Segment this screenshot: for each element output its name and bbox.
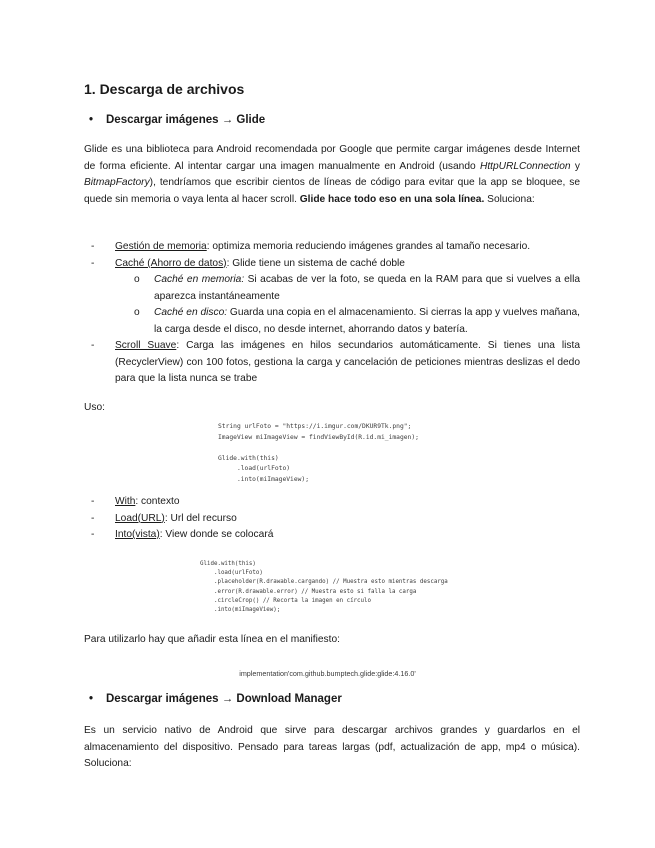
- feature-name: Caché (Ahorro de datos): [115, 257, 227, 269]
- feature-text: : optimiza memoria reduciendo imágenes grandes al tamaño necesario.: [206, 241, 531, 252]
- dependency-line: implementation'com.github.bumptech.glide:glide:4.16.0': [239, 669, 416, 678]
- list-item: [91, 256, 580, 339]
- heading-bullet: •: [89, 114, 94, 126]
- heading-bullet: •: [89, 693, 94, 705]
- glide-heading-text: Descargar imágenes → Glide: [106, 114, 266, 126]
- code-snippet-advanced: Glide.with(this) .load(urlFoto) .placeholder(R.drawable.cargando) // Muestra esto mientras descarga .error(R.drawable.error) // Muestra esto si falla la carga .circleCrop() // Recorta la imagen en círculo .into(miImageView);: [200, 561, 448, 614]
- method-name: Into(vista): [115, 529, 160, 540]
- sublist-bullet: o: [134, 274, 140, 285]
- method-name: With: [115, 496, 136, 507]
- method-text: : contexto: [135, 496, 180, 507]
- list-dash: -: [91, 241, 95, 252]
- list-item: [91, 239, 580, 256]
- feature-text: : Glide tiene un sistema de caché doble: [226, 257, 405, 269]
- feature-name: Gestión de memoria: [115, 241, 207, 252]
- method-name: Load(URL): [115, 512, 165, 524]
- subfeature-name: Caché en memoria:: [154, 274, 245, 285]
- glide-features-list: [91, 239, 580, 388]
- intro-class-name: HttpURLConnection: [479, 160, 571, 172]
- list-dash: -: [91, 340, 95, 351]
- subfeature-text: Guarda una copia en el almacenamiento. Si cierras la app y vuelves mañana, la carga desde el disco, no desde internet, ahorrando datos y batería.: [154, 307, 580, 335]
- manifest-paragraph: Para utilizarlo hay que añadir esta línea en el manifiesto:: [84, 634, 340, 645]
- intro-class-name: BitmapFactory: [84, 177, 150, 188]
- feature-text: : Carga las imágenes en hilos secundarios automáticamente. Si tienes una lista (RecyclerView) con 100 fotos, gestiona la carga y cancelación de peticiones mientras deslizas el dedo para que la lista nunca se trabe: [115, 340, 580, 384]
- subfeature-text: Si acabas de ver la foto, se queda en la RAM para que si vuelves a ella aparezca instantáneamente: [154, 274, 580, 302]
- glide-intro-paragraph: [84, 142, 580, 208]
- download-manager-heading: [89, 690, 342, 708]
- glide-methods-list: [91, 494, 580, 544]
- list-item: [91, 511, 580, 528]
- uso-label: Uso:: [84, 402, 105, 413]
- list-item: [91, 527, 580, 544]
- method-text: : View donde se colocará: [159, 529, 274, 540]
- list-item: [91, 494, 580, 511]
- intro-text: ), tendríamos que escribir cientos de líneas de código para evitar que la app se bloquee, se quede sin memoria o vaya lenta al hacer scroll.: [84, 177, 580, 205]
- sublist-item: [115, 272, 580, 305]
- list-dash: -: [91, 257, 95, 269]
- download-manager-intro: Es un servicio nativo de Android que sirve para descargar archivos grandes y guardarlos en el almacenamiento del dispositivo. Pensado para tareas largas (pdf, actualización de app, mp4 o música). Soluciona:: [84, 725, 580, 769]
- cache-sublist: [115, 272, 580, 338]
- feature-name: Scroll Suave: [115, 340, 177, 351]
- intro-text: Glide es una biblioteca para Android recomendada por Google que permite cargar imágenes desde Internet de forma eficiente. Al intentar cargar una imagen manualmente en Android (usando: [84, 144, 580, 172]
- sublist-item: [115, 305, 580, 338]
- intro-text: Soluciona:: [484, 193, 535, 205]
- section-title: 1. Descarga de archivos: [84, 81, 245, 97]
- list-dash: -: [91, 496, 95, 507]
- code-snippet-basic: String urlFoto = "https://i.imgur.com/DKUR9Tk.png"; ImageView miImageView = findViewById(R.id.mi_imagen); Glide.with(this) .load(urlFoto) .into(miImageView);: [218, 423, 419, 483]
- method-text: : Url del recurso: [164, 512, 237, 524]
- subfeature-name: Caché en disco:: [154, 307, 228, 318]
- list-dash: -: [91, 529, 95, 540]
- list-item: [91, 338, 580, 388]
- download-manager-heading-text: Descargar imágenes → Download Manager: [106, 693, 342, 705]
- sublist-bullet: o: [134, 307, 140, 318]
- list-dash: -: [91, 512, 95, 524]
- intro-emphasis: Glide hace todo eso en una sola línea.: [299, 193, 485, 205]
- glide-heading: [89, 111, 265, 129]
- intro-text: y: [570, 160, 580, 172]
